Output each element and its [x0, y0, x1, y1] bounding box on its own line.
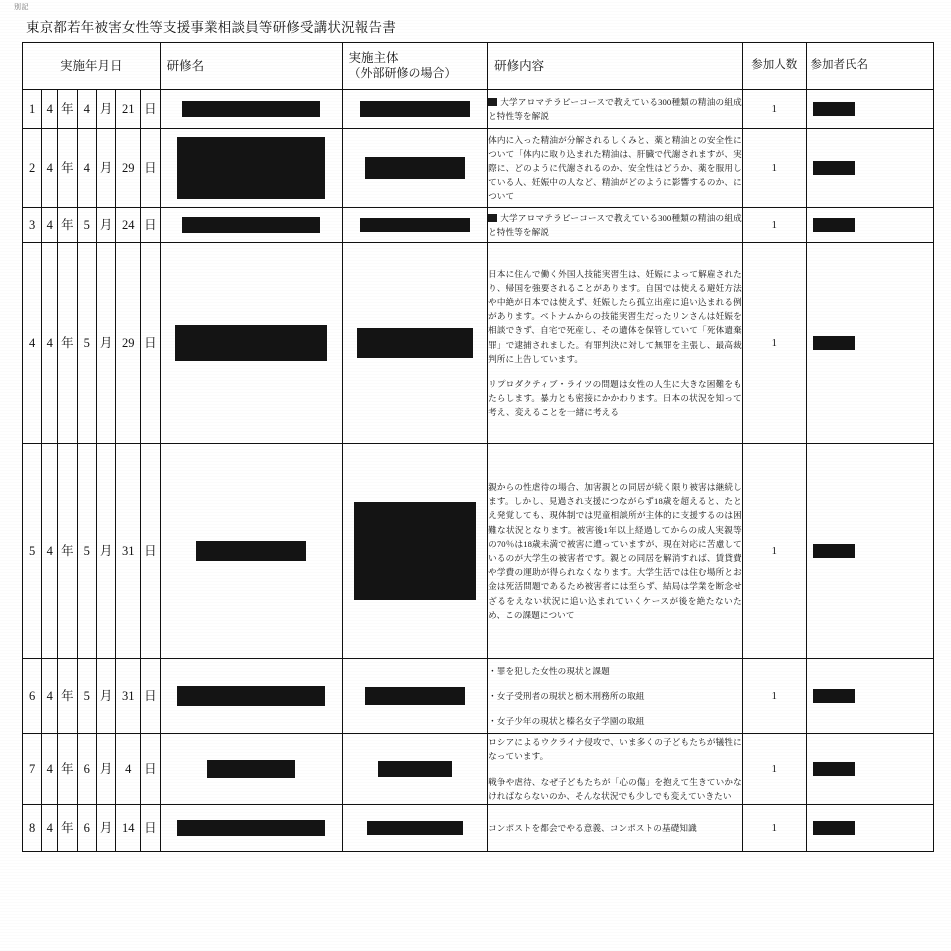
redaction-block	[365, 157, 465, 179]
row-year-label: 年	[58, 208, 77, 243]
row-organizer	[342, 129, 488, 208]
row-day-value: 4	[116, 734, 141, 805]
redaction-block	[813, 544, 855, 558]
header-participant-names: 参加者氏名	[806, 43, 933, 90]
row-month-value: 5	[77, 243, 96, 444]
content-paragraph: ・女子受刑者の現状と栃木刑務所の取組	[488, 690, 645, 701]
row-month-label: 月	[96, 734, 115, 805]
table-row	[23, 659, 934, 734]
page-title: 東京都若年被害女性等支援事業相談員等研修受講状況報告書	[26, 20, 396, 35]
row-year-label: 年	[58, 129, 77, 208]
row-month-label: 月	[96, 243, 115, 444]
content-paragraph: 日本に住んで働く外国人技能実習生は、妊娠によって解雇されたり、帰国を強要されることがあります。自国では使える避妊方法や中絶が日本では使えず、妊娠したら孤立出産に追い込まれる例があります。ベトナムからの技能実習生だったリンさんは妊娠を相談できず、自宅で死産し、その遺体を保管していて「死体遺棄罪」で逮捕されました。有罪判決に対して無罪を主張し、最高裁判所に上告しています。	[488, 268, 742, 364]
redaction-block	[813, 689, 855, 703]
row-year-value: 4	[42, 444, 58, 659]
row-year-value: 4	[42, 90, 58, 129]
row-participant-count: 1	[742, 129, 806, 208]
row-month-value: 5	[77, 659, 96, 734]
corner-mark: 別記	[14, 3, 29, 11]
row-organizer	[342, 805, 488, 852]
row-training-name	[160, 659, 342, 734]
row-month-label: 月	[96, 208, 115, 243]
header-organizer	[342, 43, 488, 90]
table-row	[23, 734, 934, 805]
row-day-label: 日	[141, 208, 160, 243]
row-number: 7	[23, 734, 42, 805]
row-month-value: 5	[77, 208, 96, 243]
row-day-label: 日	[141, 734, 160, 805]
row-number: 1	[23, 90, 42, 129]
row-day-value: 24	[116, 208, 141, 243]
row-participant-count: 1	[742, 243, 806, 444]
row-year-label: 年	[58, 734, 77, 805]
content-paragraph: ロシアによるウクライナ侵攻で、いま多くの子どもたちが犠牲になっています。	[488, 737, 742, 762]
row-month-value: 6	[77, 734, 96, 805]
header-organizer-line2: （外部研修の場合）	[348, 66, 457, 81]
row-content	[488, 659, 743, 734]
row-content	[488, 90, 743, 129]
row-day-value: 14	[116, 805, 141, 852]
redaction-block	[182, 101, 320, 117]
row-organizer	[342, 659, 488, 734]
row-year-label: 年	[58, 243, 77, 444]
redaction-block	[177, 686, 325, 706]
row-training-name	[160, 805, 342, 852]
row-training-name	[160, 243, 342, 444]
row-year-label: 年	[58, 444, 77, 659]
table-row	[23, 243, 934, 444]
row-participant-count: 1	[742, 805, 806, 852]
header-training-name: 研修名	[160, 43, 342, 90]
content-paragraph: リプロダクティブ・ライツの問題は女性の人生に大きな困難をもたらします。暴力とも密接にかかわります。日本の状況を知って考え、変えることを一緒に考える	[488, 378, 742, 418]
redaction-block	[378, 761, 452, 777]
content-paragraph: 大学アロマテラピーコースで教えている300種類の精油の組成と特性等を解説	[488, 212, 742, 237]
redaction-block	[207, 760, 295, 778]
row-year-value: 4	[42, 805, 58, 852]
row-year-value: 4	[42, 734, 58, 805]
content-paragraph: 戦争や虐待、なぜ子どもたちが「心の傷」を抱えて生きていかなければならないのか、そんな状況でも少しでも変えていきたい	[488, 776, 742, 801]
table-header-row	[23, 43, 934, 90]
row-month-value: 4	[77, 129, 96, 208]
row-participant-names	[806, 734, 933, 805]
row-day-label: 日	[141, 243, 160, 444]
row-training-name	[160, 734, 342, 805]
redaction-block	[813, 161, 855, 175]
row-content	[488, 734, 743, 805]
table-row	[23, 208, 934, 243]
row-training-name	[160, 444, 342, 659]
row-content	[488, 129, 743, 208]
row-participant-names	[806, 659, 933, 734]
row-month-value: 5	[77, 444, 96, 659]
row-month-label: 月	[96, 90, 115, 129]
redaction-block	[360, 218, 470, 232]
row-participant-names	[806, 90, 933, 129]
row-participant-count: 1	[742, 444, 806, 659]
row-content	[488, 805, 743, 852]
row-participant-count: 1	[742, 90, 806, 129]
row-year-value: 4	[42, 243, 58, 444]
row-participant-names	[806, 129, 933, 208]
row-training-name	[160, 90, 342, 129]
redaction-block	[196, 541, 306, 561]
row-day-value: 31	[116, 659, 141, 734]
training-report-table	[22, 42, 934, 852]
redaction-block	[367, 821, 463, 835]
row-day-label: 日	[141, 129, 160, 208]
redaction-inline-icon	[488, 214, 497, 222]
row-day-label: 日	[141, 444, 160, 659]
table-row	[23, 805, 934, 852]
row-day-value: 29	[116, 129, 141, 208]
row-organizer	[342, 243, 488, 444]
row-organizer	[342, 90, 488, 129]
row-month-value: 4	[77, 90, 96, 129]
table-row	[23, 129, 934, 208]
row-year-value: 4	[42, 208, 58, 243]
redaction-block	[177, 137, 325, 199]
row-day-label: 日	[141, 805, 160, 852]
row-number: 2	[23, 129, 42, 208]
row-month-label: 月	[96, 805, 115, 852]
content-paragraph: 親からの性虐待の場合、加害親との同居が続く限り被害は継続します。しかし、見過され支援につながらず18歳を超えると、たとえ発覚しても、現体制では児童相談所が主体的に支援するのは困難な状況となります。被害後1年以上経過してからの成人実親等の70％は18歳未満で被害に遭っていますが、現在対応に苦慮しているのが大学生の被害者です。親との同居を解消すれば、賃貸費や学費の運助が得られなくなります。大学生活では住む場所とお金は死活問題であるため被害者には至らず、結局は学業を断念せざるをえない状況に追い込まれていくケースが後を絶たないため、この課題について	[488, 482, 742, 620]
header-date: 実施年月日	[23, 43, 161, 90]
row-number: 3	[23, 208, 42, 243]
row-training-name	[160, 208, 342, 243]
row-organizer	[342, 208, 488, 243]
row-year-value: 4	[42, 659, 58, 734]
row-participant-names	[806, 243, 933, 444]
content-paragraph: コンポストを都会でやる意義、コンポストの基礎知識	[488, 822, 697, 833]
row-number: 5	[23, 444, 42, 659]
redaction-block	[357, 328, 473, 358]
redaction-block	[813, 102, 855, 116]
row-year-label: 年	[58, 659, 77, 734]
row-training-name	[160, 129, 342, 208]
row-number: 6	[23, 659, 42, 734]
row-content	[488, 444, 743, 659]
row-content	[488, 243, 743, 444]
table-body	[23, 90, 934, 852]
row-month-value: 6	[77, 805, 96, 852]
row-participant-names	[806, 444, 933, 659]
row-day-value: 21	[116, 90, 141, 129]
row-organizer	[342, 444, 488, 659]
redaction-block	[813, 762, 855, 776]
redaction-block	[813, 218, 855, 232]
redaction-block	[813, 336, 855, 350]
row-participant-names	[806, 208, 933, 243]
redaction-block	[175, 325, 327, 361]
content-paragraph: 大学アロマテラピーコースで教えている300種類の精油の組成と特性等を解説	[488, 96, 742, 121]
row-participant-count: 1	[742, 208, 806, 243]
row-month-label: 月	[96, 129, 115, 208]
row-day-value: 31	[116, 444, 141, 659]
content-paragraph: 体内に入った精油が分解されるしくみと、薬と精油との安全性について「体内に取り込まれた精油は、肝臓で代謝されますが、実際に、どのように代謝されるのか、安全性はどうか、薬を服用している人、妊娠中の人など、精油がどのように影響するのか、について	[488, 134, 742, 202]
redaction-block	[360, 101, 470, 117]
content-paragraph: ・女子少年の現状と榛名女子学園の取組	[488, 716, 645, 727]
row-month-label: 月	[96, 444, 115, 659]
redaction-block	[365, 687, 465, 705]
redaction-block	[177, 820, 325, 836]
header-participant-count: 参加人数	[742, 43, 806, 90]
row-month-label: 月	[96, 659, 115, 734]
redaction-block	[182, 217, 320, 233]
row-day-label: 日	[141, 659, 160, 734]
row-participant-count: 1	[742, 659, 806, 734]
table-row	[23, 90, 934, 129]
redaction-block	[354, 502, 476, 600]
row-number: 4	[23, 243, 42, 444]
row-year-label: 年	[58, 90, 77, 129]
redaction-inline-icon	[488, 98, 497, 106]
row-participant-names	[806, 805, 933, 852]
row-participant-count: 1	[742, 734, 806, 805]
row-year-value: 4	[42, 129, 58, 208]
table-row	[23, 444, 934, 659]
content-paragraph: ・罪を犯した女性の現状と課題	[488, 665, 610, 676]
row-day-label: 日	[141, 90, 160, 129]
header-content: 研修内容	[488, 43, 743, 90]
row-content	[488, 208, 743, 243]
row-organizer	[342, 734, 488, 805]
header-organizer-line1: 実施主体	[348, 51, 399, 66]
row-day-value: 29	[116, 243, 141, 444]
row-number: 8	[23, 805, 42, 852]
redaction-block	[813, 821, 855, 835]
row-year-label: 年	[58, 805, 77, 852]
